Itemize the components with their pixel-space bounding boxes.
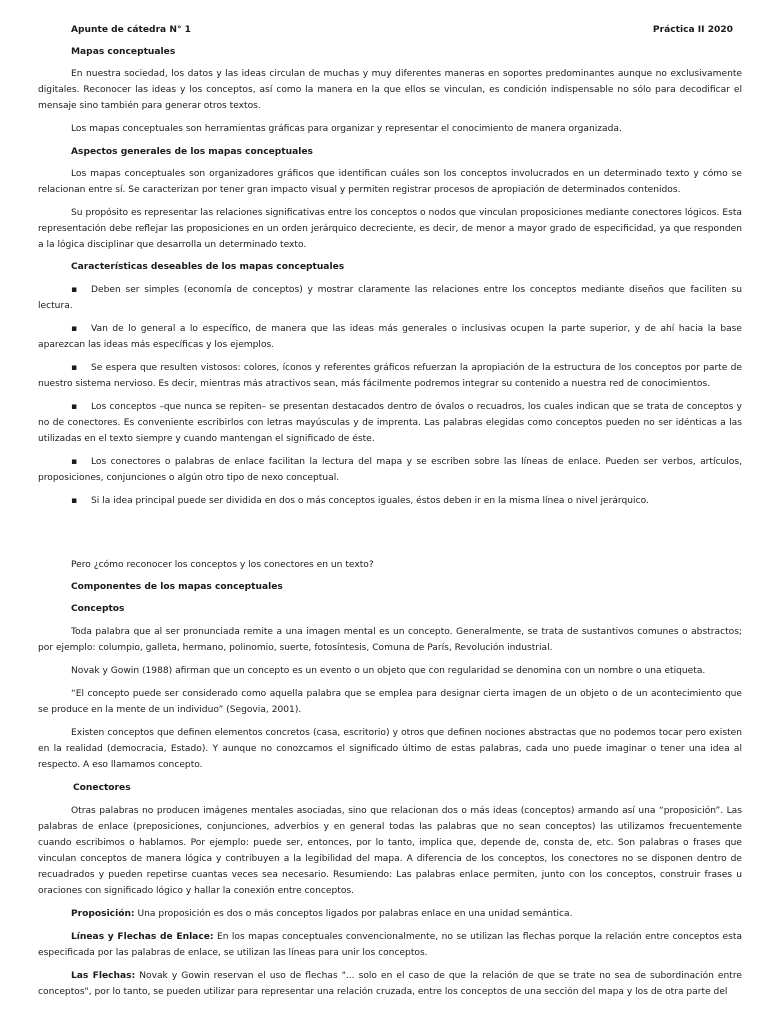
intro-paragraph-1: En nuestra sociedad, los datos y las ideas circulan de muchas y muy diferentes maneras en soportes predominantes aunque no exclusivamente digitales. Reconocer las ideas y los conceptos, así como la manera en la que ellos se vinculan, es condición indispensable no sólo para decodificar el mensaje sino también para generar otros textos.: [38, 69, 742, 111]
document-title: Mapas conceptuales: [71, 47, 176, 57]
bullet-item: [38, 360, 742, 392]
bullet-item: [38, 321, 742, 353]
bullet-item: [38, 493, 742, 509]
section-heading-componentes: Componentes de los mapas conceptuales: [71, 582, 283, 592]
section-heading-aspectos: Aspectos generales de los mapas conceptuales: [71, 147, 313, 157]
header-course-note: Apunte de cátedra N° 1: [71, 25, 192, 35]
bullet-icon: ▪: [71, 363, 78, 373]
conectores-paragraph: Otras palabras no producen imágenes mentales asociadas, sino que relacionan dos o más ideas (conceptos) armando así una “proposición”. Las palabras de enlace (preposiciones, conjunciones, adverbios y en general todas las palabras que no sean conceptos) las utilizamos frecuentemente cuando escribimos o hablamos. Por ejemplo: puede ser, entonces, por lo tanto, implica que, depende de, consta de, etc. Son palabras o frases que vinculan conceptos de manera lógica y contribuyen a la legibilidad del mapa. A diferencia de los conceptos, los conectores no se disponen dentro de recuadrados y pueden repetirse cuantas veces sea necesario. Resumiendo: Las palabras enlace permiten, junto con los conceptos, construir frases u oraciones con significado lógico y hallar la conexión entre conceptos.: [38, 806, 742, 896]
bullet-item: [38, 454, 742, 486]
flechas-paragraph: [38, 968, 742, 1000]
bullet-item-text: Deben ser simples (economía de conceptos) y mostrar claramente las relaciones entre los conceptos mediante diseños que faciliten su lectura.: [38, 285, 742, 311]
flechas-label: Las Flechas:: [71, 971, 136, 981]
bullet-item-text: Van de lo general a lo específico, de manera que las ideas más generales o inclusivas ocupen la parte superior, y de ahí hacia la base aparezcan las ideas más específicas y los ejemplos.: [38, 324, 742, 350]
bullet-item: [38, 399, 742, 447]
proposicion-text: Una proposición es dos o más conceptos ligados por palabras enlace en una unidad semántica.: [134, 909, 573, 919]
header-course-year: Práctica II 2020: [652, 25, 733, 35]
conceptos-paragraph-2: Novak y Gowin (1988) afirman que un concepto es un evento o un objeto que con regularidad se denomina con un nombre o una etiqueta.: [71, 666, 706, 676]
lineas-paragraph: [38, 929, 742, 961]
bullet-icon: ▪: [71, 496, 78, 506]
bullet-icon: ▪: [71, 402, 78, 412]
page-header: [38, 22, 742, 38]
flechas-text: Novak y Gowin reservan el uso de flechas "... solo en el caso de que la relación de que se trate no sea de subordinación entre conceptos", por lo tanto, se pueden utilizar para representar una relación cruzada, entre los conceptos de una sección del mapa y los de otra parte del: [38, 971, 742, 997]
intro-paragraph-2: Los mapas conceptuales son herramientas gráficas para organizar y representar el conocimiento de manera organizada.: [71, 124, 622, 134]
bullet-item-text: Si la idea principal puede ser dividida en dos o más conceptos iguales, éstos deben ir en la misma línea o nivel jerárquico.: [91, 496, 649, 506]
bullet-item-text: Los conceptos –que nunca se repiten– se presentan destacados dentro de óvalos o recuadros, los cuales indican que se trata de conceptos y no de conectores. Es conveniente escribirlos con letras mayúsculas y de imprenta. Las palabras elegidas como conceptos pueden no ser idénticas a las utilizadas en el texto siempre y cuando mantengan el significado de éste.: [38, 402, 742, 444]
lineas-text: En los mapas conceptuales convencionalmente, no se utilizan las flechas porque la relación entre conceptos esta especificada por las palabras de enlace, se utilizan las líneas para unir los conceptos.: [38, 932, 743, 958]
conceptos-paragraph-1: Toda palabra que al ser pronunciada remite a una imagen mental es un concepto. Generalmente, se trata de sustantivos comunes o abstractos; por ejemplo: columpio, galleta, hermano, polinomio, suerte, fotosíntesis, Comuna de París, Revolución industrial.: [38, 627, 742, 653]
proposicion-label: Proposición:: [71, 909, 135, 919]
document-page: [38, 22, 742, 1000]
subheading-conectores: Conectores: [73, 783, 131, 793]
conceptos-paragraph-4: Existen conceptos que definen elementos concretos (casa, escritorio) y otros que definen nociones abstractas que no podemos tocar pero existen en la realidad (democracia, Estado). Y aunque no conozcamos el significado último de estas palabras, cada uno puede imaginar o tener una idea al respecto. A eso llamamos concepto.: [38, 728, 742, 770]
section-heading-caracteristicas: Características deseables de los mapas conceptuales: [71, 262, 345, 272]
lineas-label: Líneas y Flechas de Enlace:: [71, 932, 214, 942]
aspectos-paragraph-1: Los mapas conceptuales son organizadores gráficos que identifican cuáles son los conceptos involucrados en un determinado texto y cómo se relacionan entre sí. Se caracterizan por tener gran impacto visual y permiten registrar procesos de apropiación de determinados contenidos.: [38, 169, 742, 195]
bullet-icon: ▪: [71, 285, 78, 295]
conceptos-quote-paragraph: “El concepto puede ser considerado como aquella palabra que se emplea para designar cierta imagen de un objeto o de un acontecimiento que se produce en la mente de un individuo” (Segovia, 2001).: [38, 689, 742, 715]
question-paragraph: Pero ¿cómo reconocer los conceptos y los conectores en un texto?: [71, 560, 374, 570]
bullet-icon: ▪: [71, 457, 78, 467]
bullet-item-text: Se espera que resulten vistosos: colores, íconos y referentes gráficos refuerzan la apropiación de la estructura de los conceptos por parte de nuestro sistema nervioso. Es decir, mientras más atractivos sean, más fácilmente podremos integrar su contenido a nuestra red de conocimientos.: [38, 363, 742, 389]
bullet-icon: ▪: [71, 324, 78, 334]
bullet-item-text: Los conectores o palabras de enlace facilitan la lectura del mapa y se escriben sobre las líneas de enlace. Pueden ser verbos, artículos, proposiciones, conjunciones o algún otro tipo de nexo conceptual.: [38, 457, 742, 483]
aspectos-paragraph-2: Su propósito es representar las relaciones significativas entre los conceptos o nodos que vinculan proposiciones mediante conectores lógicos. Esta representación debe reflejar las proposiciones en un orden jerárquico decreciente, es decir, de menor a mayor grado de especificidad, ya que responden a la lógica disciplinar que desarrolla un determinado texto.: [38, 208, 742, 250]
proposicion-paragraph: [38, 906, 742, 922]
subheading-conceptos: Conceptos: [71, 604, 125, 614]
bullet-item: [38, 282, 742, 314]
